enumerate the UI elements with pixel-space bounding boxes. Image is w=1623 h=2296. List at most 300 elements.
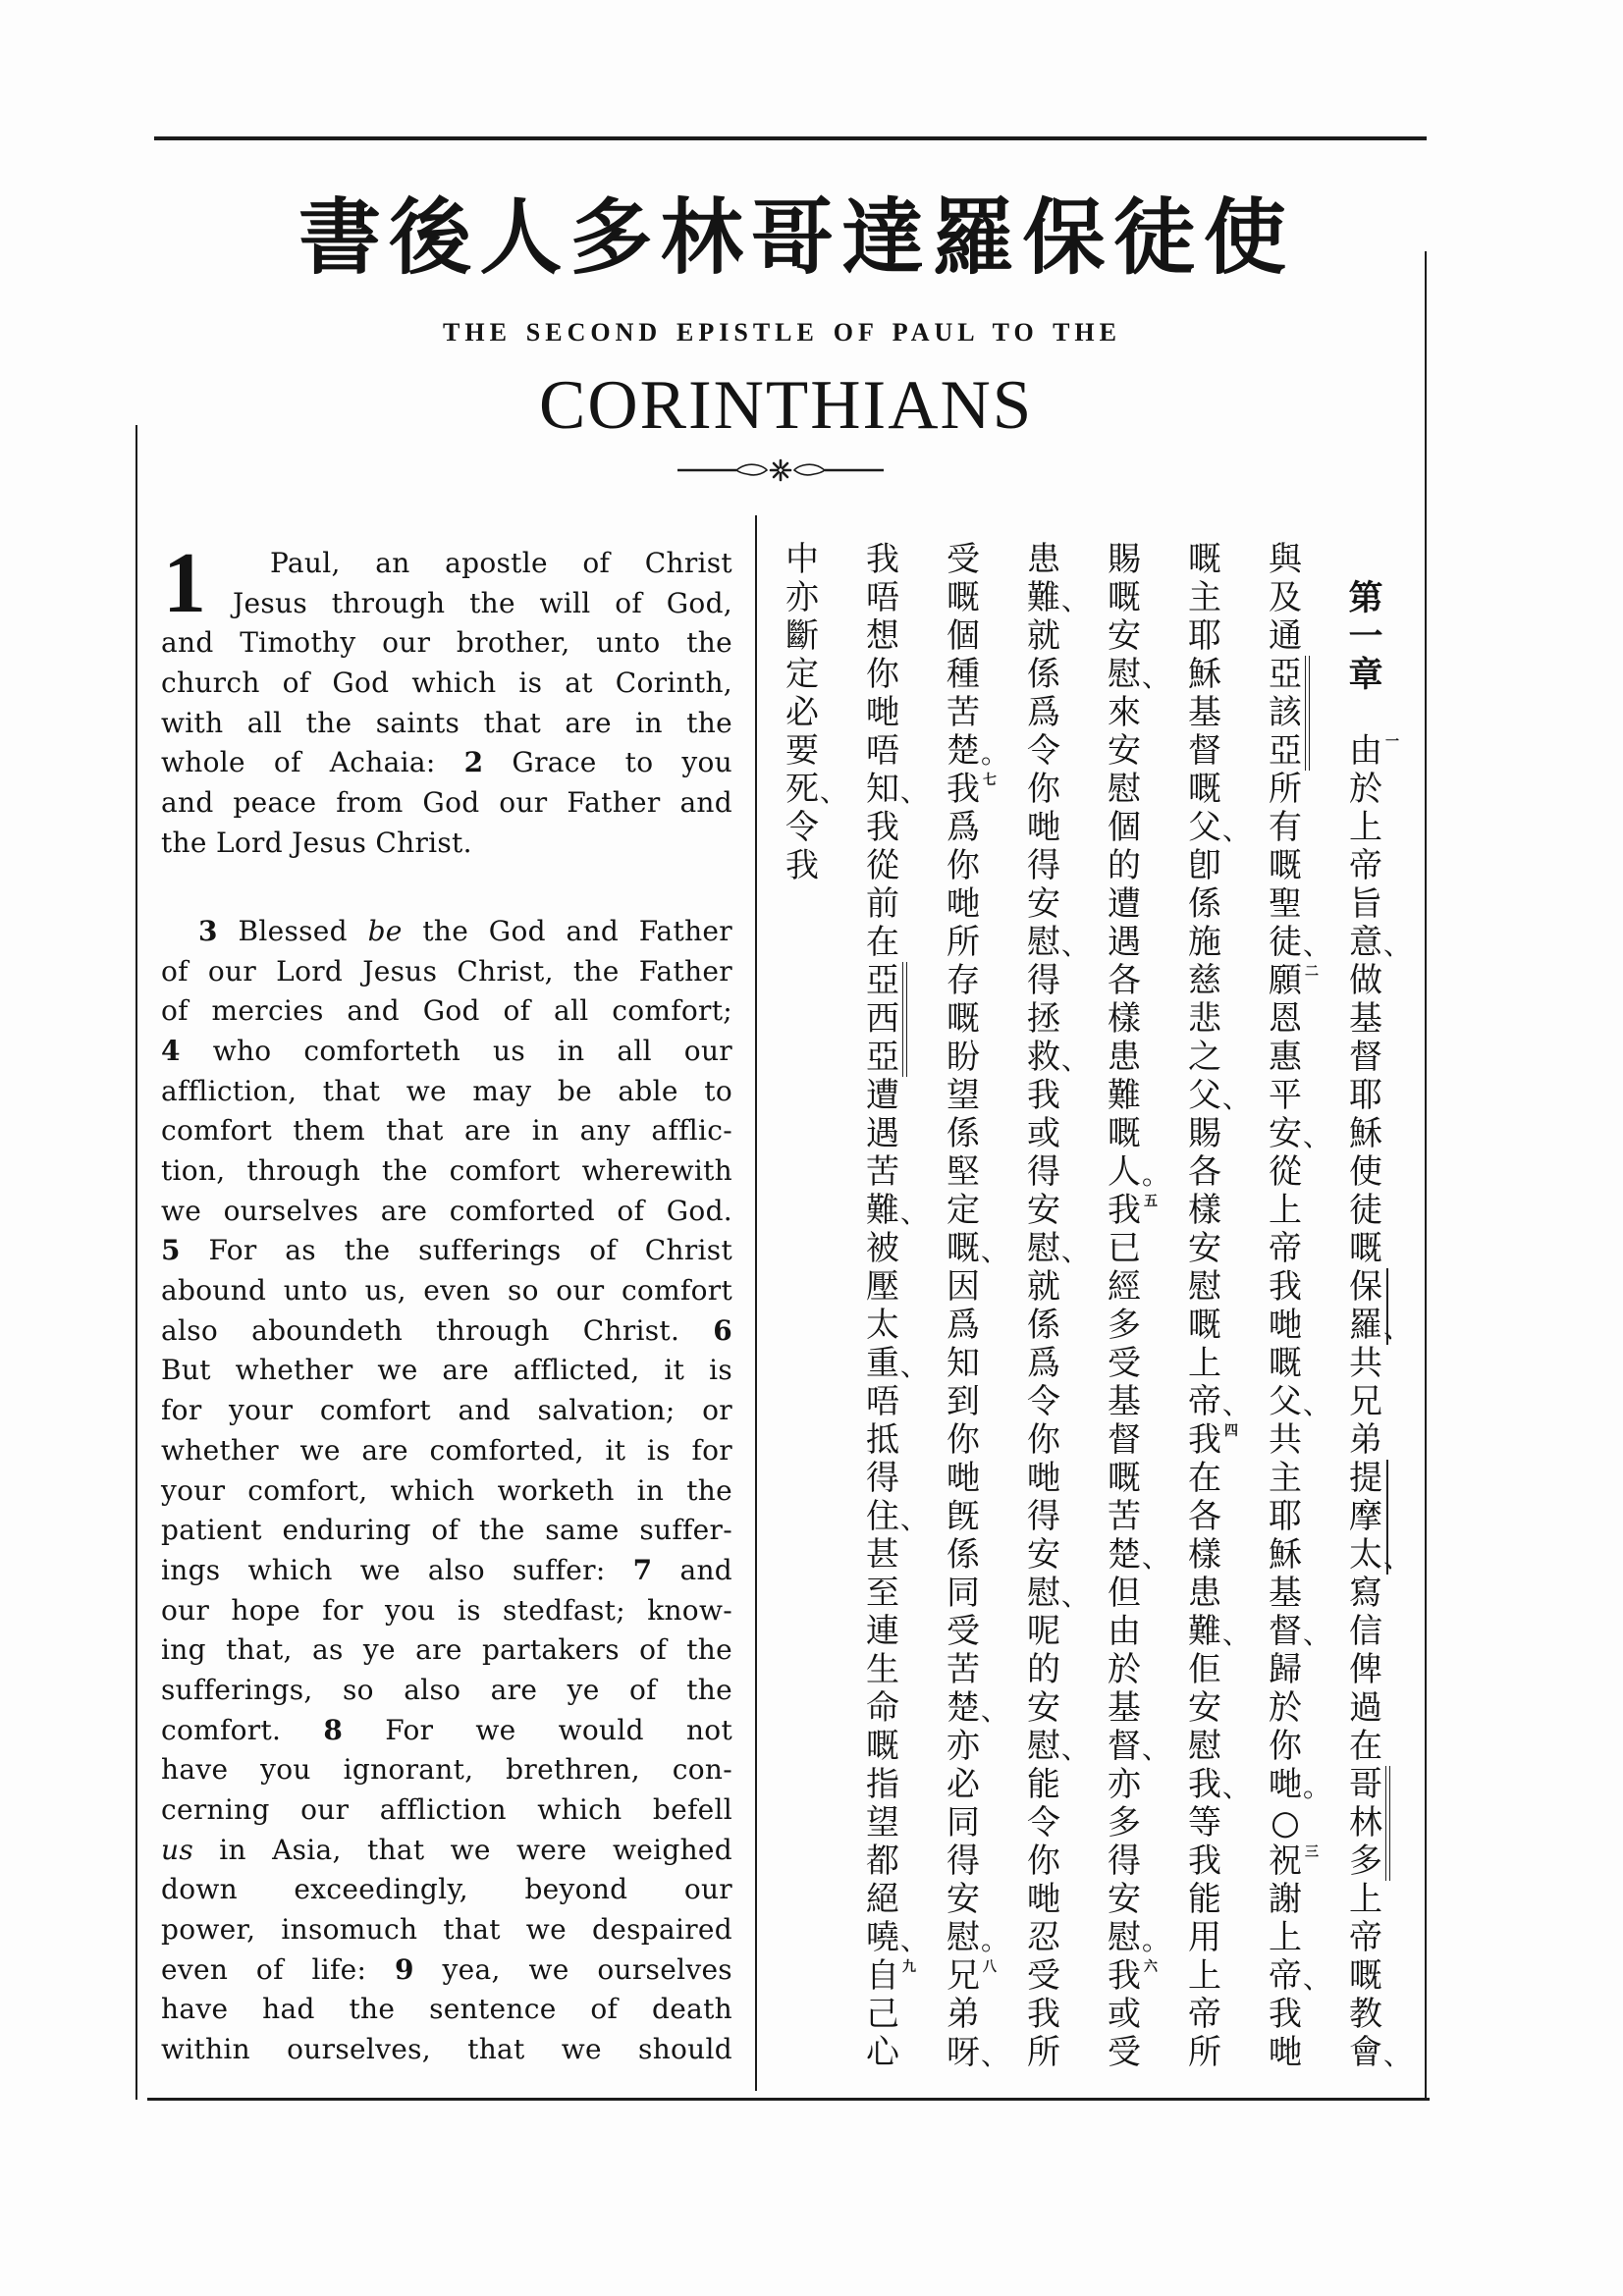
chinese-char-cell — [865, 962, 900, 1000]
chinese-char: 主 — [1188, 577, 1221, 617]
text-run: abound unto us, even so our comfort — [161, 1274, 732, 1308]
chinese-text-column — [776, 540, 1424, 2091]
chinese-char-cell — [1026, 1345, 1061, 1383]
chinese-char-cell — [1026, 1804, 1061, 1842]
chinese-char-cell — [784, 769, 848, 809]
chinese-char: 係 — [947, 1534, 980, 1575]
chinese-char: 嘅 — [947, 998, 980, 1039]
chinese-char: 安 — [1188, 1228, 1221, 1268]
chinese-char: 於 — [1349, 769, 1382, 809]
chinese-char: 過 — [1349, 1687, 1382, 1728]
chinese-char: 通 — [1269, 615, 1302, 656]
chinese-char-cell — [1268, 771, 1303, 809]
chinese-char-cell — [1268, 885, 1303, 924]
chinese-char-cell — [865, 1039, 900, 1077]
text-run: in Asia, that we were weighed — [193, 1833, 732, 1866]
chinese-char-cell — [1268, 1307, 1303, 1345]
chinese-char: 你 — [866, 654, 899, 694]
chinese-char: 旨 — [1349, 883, 1382, 924]
chinese-char: 慈 — [1188, 960, 1221, 1000]
chinese-char-cell — [865, 732, 900, 771]
chinese-char: 唔 — [866, 730, 899, 771]
chinese-char-cell — [1268, 541, 1303, 579]
english-line — [161, 1711, 732, 1751]
chinese-char-cell — [1026, 1037, 1090, 1077]
text-run: we ourselves are comforted of God. — [161, 1194, 732, 1227]
chinese-punctuation: 、 — [1383, 2038, 1412, 2071]
chinese-char-cell — [865, 1190, 929, 1230]
chinese-char-cell — [1268, 1764, 1331, 1804]
chinese-char-cell — [1107, 1613, 1142, 1651]
english-line — [161, 1790, 732, 1831]
chinese-char-cell — [865, 1917, 929, 1957]
chinese-char: 父 — [1188, 807, 1221, 847]
chinese-char: 卽 — [1188, 845, 1221, 885]
chinese-char: 能 — [1188, 1879, 1221, 1919]
english-line — [161, 1431, 732, 1471]
chinese-char: 哋 — [1027, 1879, 1060, 1919]
chinese-char-cell — [1026, 771, 1061, 809]
chinese-punctuation: 、 — [1303, 1119, 1331, 1152]
chinese-char-cell — [784, 809, 820, 847]
chinese-char-cell — [946, 1804, 981, 1842]
chinese-char-cell — [1348, 1268, 1383, 1307]
chinese-char: 令 — [1027, 1802, 1060, 1842]
italic-text: be — [367, 914, 403, 947]
chinese-char-cell — [865, 1000, 900, 1039]
chinese-char: 絕 — [866, 1879, 899, 1919]
chinese-char: 得 — [1108, 1841, 1141, 1881]
chinese-punctuation: 。 — [981, 1923, 1009, 1956]
title-char: 羅 — [932, 188, 1015, 286]
chinese-char: 楚 — [1108, 1534, 1141, 1575]
chinese-char: 或 — [1027, 1113, 1060, 1153]
chinese-char-cell — [1107, 617, 1142, 656]
chinese-punctuation: 、 — [1142, 1540, 1170, 1574]
chinese-char-cell — [1187, 1996, 1222, 2034]
chinese-char-cell — [946, 2032, 1009, 2072]
chinese-char: 難 — [1188, 1611, 1221, 1651]
chinese-char-cell — [1107, 1726, 1170, 1766]
chinese-char: 你 — [1269, 1726, 1302, 1766]
english-line — [161, 623, 732, 664]
chinese-char-cell — [1187, 924, 1222, 962]
chinese-char-cell — [1187, 1842, 1222, 1881]
chinese-punctuation: 、 — [1303, 1387, 1331, 1420]
chinese-char: 堅 — [947, 1151, 980, 1192]
text-run: ings which we also suffer: — [161, 1553, 633, 1586]
chinese-char: 提 — [1349, 1458, 1382, 1498]
chinese-char: 基 — [1188, 692, 1221, 732]
chinese-char-cell — [1187, 1075, 1251, 1115]
chinese-char-cell — [946, 1307, 981, 1345]
chinese-char: 哋 — [947, 1458, 980, 1498]
chinese-char-cell — [1187, 617, 1222, 656]
chinese-char: 死 — [785, 769, 819, 809]
chinese-char-cell — [1026, 1613, 1061, 1651]
chinese-char-cell — [1187, 847, 1222, 885]
chinese-char: 我 — [1188, 1419, 1221, 1460]
chinese-char-cell — [1268, 2034, 1303, 2072]
english-line — [161, 1231, 732, 1271]
chinese-char-cell — [1107, 579, 1142, 617]
chinese-char: 我 — [866, 539, 899, 579]
chinese-char-cell — [1268, 1381, 1331, 1421]
chinese-char: 得 — [947, 1841, 980, 1881]
chinese-char-cell — [1187, 1804, 1222, 1842]
chinese-char: 摩 — [1349, 1496, 1382, 1536]
chinese-char-cell — [1348, 1651, 1383, 1689]
chinese-char-cell — [1026, 1957, 1061, 1996]
chinese-char-cell — [865, 1460, 900, 1498]
chinese-char: 教 — [1349, 1994, 1382, 2034]
chinese-char-cell — [865, 1728, 900, 1766]
chinese-char: 安 — [947, 1879, 980, 1919]
chinese-char-cell — [1268, 960, 1319, 1000]
chinese-char: 主 — [1269, 1458, 1302, 1498]
chinese-char: 基 — [1349, 998, 1382, 1039]
chinese-char-cell — [1268, 922, 1331, 962]
chinese-char-cell — [1348, 1919, 1383, 1957]
chinese-char-cell — [946, 1153, 981, 1192]
chinese-punctuation: 、 — [900, 1923, 929, 1956]
english-line — [161, 1870, 732, 1910]
chinese-punctuation: 、 — [900, 1349, 929, 1382]
chinese-char: 上 — [1269, 1190, 1302, 1230]
chinese-char-cell — [1026, 809, 1061, 847]
chinese-char: 遭 — [1108, 883, 1141, 924]
chinese-char-cell — [946, 1536, 981, 1575]
chinese-char: 係 — [1188, 883, 1221, 924]
text-run: ing that, as ye are partakers of the — [161, 1633, 732, 1667]
chinese-char: 唔 — [866, 1381, 899, 1421]
chinese-char-cell — [1348, 1728, 1383, 1766]
chinese-char-cell — [946, 656, 981, 694]
chinese-char: 帝 — [1188, 1994, 1221, 2034]
chinese-char: 你 — [947, 1419, 980, 1460]
text-run: who comforteth us in all our — [180, 1034, 732, 1067]
chinese-char-cell — [1187, 885, 1222, 924]
chinese-char-cell — [1026, 1919, 1061, 1957]
chinese-char: 穌 — [1188, 654, 1221, 694]
chinese-char-cell — [946, 769, 997, 809]
chinese-char-cell — [1026, 2034, 1061, 2072]
chinese-char: 耶 — [1349, 1075, 1382, 1115]
chinese-char: 受 — [947, 539, 980, 579]
chinese-char-cell — [1187, 1192, 1222, 1230]
chinese-char-cell — [1026, 577, 1090, 617]
chinese-char-cell — [1026, 1383, 1061, 1421]
chinese-char: 知 — [866, 769, 899, 809]
chinese-char: 兄 — [947, 1955, 980, 1996]
english-line — [161, 1671, 732, 1711]
chinese-char: 亦 — [1108, 1764, 1141, 1804]
chinese-char: 爲 — [947, 807, 980, 847]
chinese-char-cell — [1187, 1039, 1222, 1077]
text-run: the Lord Jesus Christ. — [161, 826, 472, 859]
chinese-punctuation: 。 — [1303, 1770, 1331, 1803]
chinese-char-cell — [1026, 1153, 1061, 1192]
chinese-char: 樣 — [1108, 998, 1141, 1039]
chinese-char-cell — [1026, 732, 1061, 771]
chinese-char: 所 — [1188, 2032, 1221, 2072]
chinese-char: 慰 — [1027, 1573, 1060, 1613]
chinese-char: 有 — [1269, 807, 1302, 847]
place-name-mark — [1305, 694, 1310, 732]
chinese-char-cell — [1107, 1917, 1170, 1957]
chinese-char-cell — [1107, 1039, 1142, 1077]
chinese-char-cell — [1026, 885, 1061, 924]
chinese-char-cell — [1107, 1651, 1142, 1689]
chinese-char-cell — [1268, 1689, 1303, 1728]
chinese-char: 慰 — [1108, 769, 1141, 809]
chinese-char: 信 — [1349, 1611, 1382, 1651]
chinese-char: 慰 — [1188, 1266, 1221, 1307]
chinese-char: 上 — [1188, 1343, 1221, 1383]
chinese-char: 存 — [947, 960, 980, 1000]
text-run: For we would not — [343, 1713, 732, 1746]
chinese-char: 我 — [1188, 1841, 1221, 1881]
chinese-char-cell — [946, 1460, 981, 1498]
chinese-char: 呢 — [1027, 1611, 1060, 1651]
chinese-char-cell — [1348, 1345, 1383, 1383]
chinese-char: 於 — [1108, 1649, 1141, 1689]
verse-number: 2 — [463, 746, 484, 779]
chinese-char: 受 — [1108, 2032, 1141, 2072]
chinese-char-cell — [1268, 1841, 1319, 1881]
chinese-char-cell — [1026, 1268, 1061, 1307]
chinese-char: 同 — [947, 1573, 980, 1613]
chinese-char-cell — [1026, 1000, 1061, 1039]
chinese-char-cell — [1187, 1881, 1222, 1919]
chinese-char-cell — [946, 617, 981, 656]
chinese-char: 亞 — [866, 1037, 899, 1077]
chapter-heading-char — [1348, 579, 1383, 617]
chinese-char-cell — [946, 694, 981, 732]
chinese-punctuation: 、 — [1303, 928, 1331, 961]
chinese-char: 安 — [1108, 615, 1141, 656]
chinese-char-cell — [1187, 1381, 1251, 1421]
english-paragraph — [161, 544, 732, 864]
chinese-char: 父 — [1269, 1381, 1302, 1421]
title-char: 書 — [298, 188, 381, 286]
chinese-char-cell — [1026, 656, 1061, 694]
chinese-punctuation: 、 — [1142, 660, 1170, 693]
chinese-punctuation: 、 — [1383, 1310, 1412, 1344]
chinese-char: 遇 — [866, 1113, 899, 1153]
chinese-char: 共 — [1349, 1343, 1382, 1383]
chinese-char-cell — [865, 1575, 900, 1613]
chinese-char: 哋 — [1269, 2032, 1302, 2072]
person-name-mark — [1386, 1536, 1388, 1575]
verse-number: 8 — [323, 1713, 344, 1746]
chinese-char: 哋 — [1269, 1305, 1302, 1345]
chinese-char-cell — [1026, 1573, 1090, 1613]
chinese-char: 你 — [1027, 769, 1060, 809]
chinese-char: 悲 — [1188, 998, 1221, 1039]
chinese-char-cell — [865, 769, 929, 809]
chinese-char-cell — [1107, 1498, 1142, 1536]
chinese-char-cell — [1187, 1689, 1222, 1728]
chinese-char-cell — [1348, 1115, 1383, 1153]
chinese-char: 弟 — [1349, 1419, 1382, 1460]
text-run: with all the saints that are in the — [161, 706, 732, 739]
chinese-char-cell — [1268, 1230, 1303, 1268]
chinese-char-cell — [1107, 847, 1142, 885]
chinese-char: 哋 — [1027, 807, 1060, 847]
chinese-char-cell — [1348, 1842, 1383, 1881]
chinese-char: 安 — [1027, 1534, 1060, 1575]
chinese-char-cell — [946, 1192, 981, 1230]
chinese-char: 上 — [1269, 1917, 1302, 1957]
english-line — [161, 1831, 732, 1871]
chinese-char-cell — [1268, 1919, 1303, 1957]
chinese-column — [1107, 539, 1170, 2091]
chinese-char-cell — [1026, 1228, 1090, 1268]
chinese-char-cell — [1268, 1077, 1303, 1115]
chinese-char: 係 — [1027, 1305, 1060, 1345]
chinese-char-cell — [946, 1268, 981, 1307]
chinese-verse-number: 四 — [1224, 1422, 1238, 1439]
chinese-char: 己 — [866, 1994, 899, 2034]
chinese-punctuation: 、 — [1061, 928, 1090, 961]
title-char: 達 — [841, 188, 925, 286]
english-line — [161, 1072, 732, 1112]
chinese-char: 亦 — [785, 577, 819, 617]
chinese-char: 想 — [866, 615, 899, 656]
chinese-char: 於 — [1269, 1687, 1302, 1728]
chinese-char: 你 — [1027, 1841, 1060, 1881]
english-line — [161, 584, 732, 624]
chinese-char-cell — [1187, 1230, 1222, 1268]
chinese-char: 由 — [1108, 1611, 1141, 1651]
verse-number: 4 — [161, 1034, 181, 1067]
chinese-char-cell — [1187, 1764, 1251, 1804]
chinese-char-cell — [1187, 1575, 1222, 1613]
chinese-char: 多 — [1108, 1305, 1141, 1345]
chinese-char: 呀 — [947, 2032, 980, 2072]
chinese-char: 嘅 — [1108, 577, 1141, 617]
chinese-char: 安 — [1108, 730, 1141, 771]
chinese-char-cell — [1026, 847, 1061, 885]
chinese-char-cell — [1026, 617, 1061, 656]
chinese-char-cell — [1348, 1804, 1383, 1842]
chinese-char: 督 — [1108, 1419, 1141, 1460]
chinese-char: 慰 — [1108, 1917, 1141, 1957]
chinese-char-cell — [1026, 1077, 1061, 1115]
chinese-char-cell — [784, 617, 820, 656]
english-text-column — [161, 544, 732, 2070]
chinese-char-cell — [1107, 1534, 1170, 1575]
chapter-number-drop-cap: 1 — [163, 536, 206, 631]
english-line — [161, 1111, 732, 1151]
chinese-char: 望 — [947, 1075, 980, 1115]
chinese-char-cell — [865, 1077, 900, 1115]
chinese-verse-number: 五 — [1144, 1193, 1158, 1209]
chinese-char-cell — [865, 1766, 900, 1804]
chinese-column — [784, 539, 848, 2091]
chinese-char: 願 — [1269, 960, 1302, 1000]
chinese-char: 慰 — [1108, 654, 1141, 694]
chinese-char-cell — [1348, 1498, 1383, 1536]
chinese-char: 的 — [1108, 845, 1141, 885]
chinese-char: 壓 — [866, 1266, 899, 1307]
chinese-char-cell — [865, 1651, 900, 1689]
chinese-char-cell — [865, 924, 900, 962]
chinese-char: 基 — [1269, 1573, 1302, 1613]
chinese-char: 住 — [866, 1496, 899, 1536]
english-line — [161, 1750, 732, 1790]
chinese-char: 嘅 — [1269, 845, 1302, 885]
chinese-char-cell — [1348, 1460, 1383, 1498]
chinese-verse-number: 九 — [902, 1958, 916, 1975]
chinese-char-cell — [1187, 1498, 1222, 1536]
chinese-char-cell — [1187, 732, 1222, 771]
chinese-char-cell — [1107, 962, 1142, 1000]
chinese-char-cell — [865, 1383, 900, 1421]
chinese-char-cell — [1348, 1957, 1383, 1996]
title-char: 使 — [1203, 188, 1286, 286]
chinese-char-cell — [1107, 541, 1142, 579]
chinese-char: 我 — [947, 769, 980, 809]
chinese-char: 徒 — [1349, 1190, 1382, 1230]
chinese-char: 在 — [866, 922, 899, 962]
chinese-char-cell — [865, 1153, 900, 1192]
chinese-char-cell — [1107, 1689, 1142, 1728]
text-run: down exceedingly, beyond our — [161, 1873, 732, 1906]
chinese-char: 我 — [1188, 1764, 1221, 1804]
chinese-char-cell — [1268, 1498, 1303, 1536]
chinese-char: 嘵 — [866, 1917, 899, 1957]
chinese-char-cell — [1026, 1766, 1061, 1804]
chinese-char: 定 — [947, 1190, 980, 1230]
chinese-char-cell — [1187, 1536, 1222, 1575]
chinese-char: 嘅 — [1349, 1228, 1382, 1268]
chinese-char-cell — [1187, 1419, 1238, 1460]
chinese-char-cell — [1107, 1460, 1142, 1498]
chinese-char: 各 — [1188, 1496, 1221, 1536]
chinese-char: 難 — [1108, 1075, 1141, 1115]
fleuron-ornament-icon — [676, 457, 886, 483]
chinese-char-cell — [1107, 1190, 1158, 1230]
text-run: and — [652, 1553, 732, 1586]
chinese-char-cell — [1026, 1842, 1061, 1881]
chinese-punctuation: 、 — [1061, 1234, 1090, 1267]
chinese-char-cell — [1026, 1536, 1061, 1575]
chinese-char: 我 — [866, 807, 899, 847]
chinese-punctuation: 、 — [1222, 1387, 1251, 1420]
chinese-char-cell — [865, 1689, 900, 1728]
chinese-char-cell — [1348, 1575, 1383, 1613]
chinese-char: 歸 — [1269, 1649, 1302, 1689]
text-run: for your comfort and salvation; or — [161, 1394, 732, 1427]
chinese-char-cell — [865, 1268, 900, 1307]
chinese-column — [1187, 539, 1251, 2091]
text-run: and peace from God our Father and — [161, 786, 732, 820]
chinese-char-cell — [1187, 579, 1222, 617]
chinese-char: 的 — [1027, 1649, 1060, 1689]
chinese-char: 係 — [947, 1113, 980, 1153]
english-line — [161, 783, 732, 824]
chinese-char-cell — [1026, 1460, 1061, 1498]
chinese-char-cell — [865, 1115, 900, 1153]
chinese-char: 受 — [947, 1611, 980, 1651]
chinese-char: 嘅 — [1269, 1343, 1302, 1383]
chinese-char-cell — [1107, 924, 1142, 962]
chinese-column — [1268, 539, 1331, 2091]
chinese-punctuation: 、 — [1303, 1617, 1331, 1650]
chinese-char: 就 — [1027, 615, 1060, 656]
